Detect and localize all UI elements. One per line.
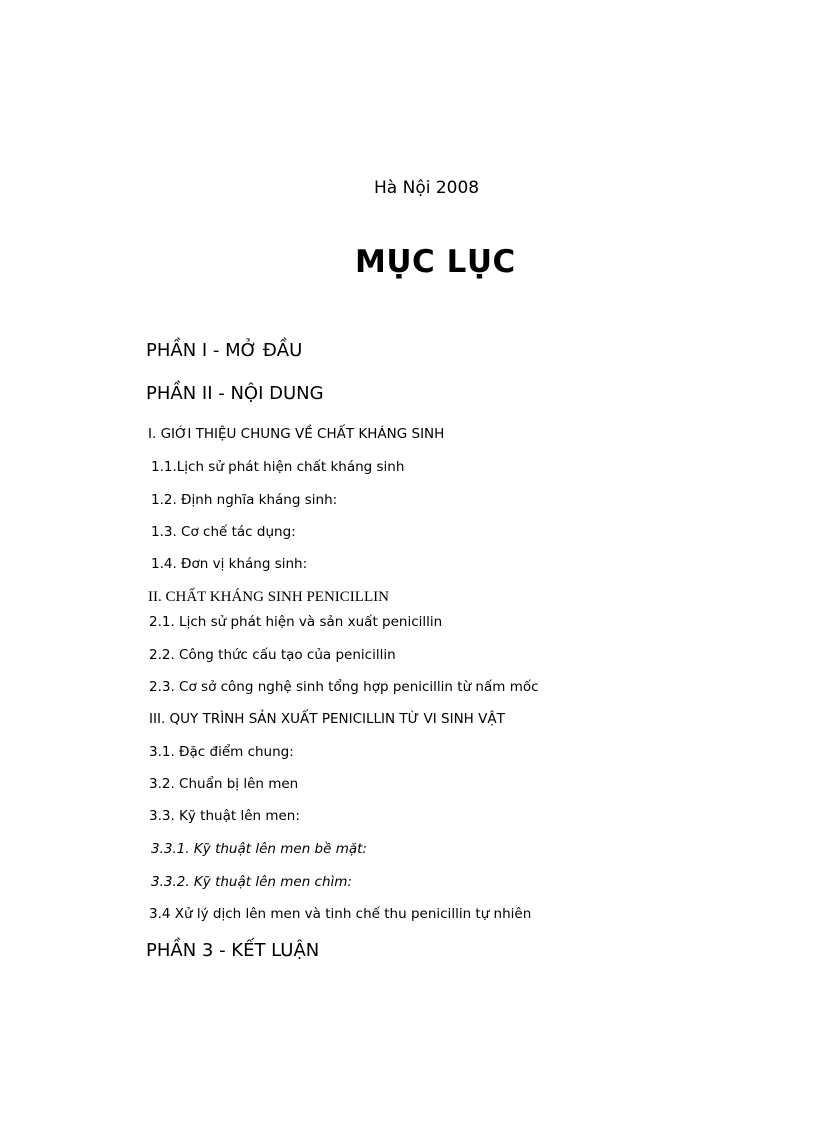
toc-item-1-3: 1.3. Cơ chế tác dụng: bbox=[151, 524, 296, 540]
document-date: Hà Nội 2008 bbox=[374, 178, 480, 198]
toc-item-3-3-2: 3.3.2. Kỹ thuật lên men chìm: bbox=[151, 874, 352, 890]
toc-item-3-3-1: 3.3.1. Kỹ thuật lên men bề mặt: bbox=[151, 841, 367, 857]
toc-item-1-1: 1.1.Lịch sử phát hiện chất kháng sinh bbox=[151, 459, 405, 475]
toc-item-3-3: 3.3. Kỹ thuật lên men: bbox=[149, 808, 300, 824]
toc-item-2-3: 2.3. Cơ sở công nghệ sinh tổng hợp penicillin từ nấm mốc bbox=[149, 679, 539, 695]
toc-item-3-4: 3.4 Xử lý dịch lên men và tinh chế thu penicillin tự nhiên bbox=[149, 906, 532, 922]
toc-part-1: PHẦN I - MỞ ĐẦU bbox=[146, 340, 303, 361]
toc-section-1: I. GIỚI THIỆU CHUNG VỀ CHẤT KHÁNG SINH bbox=[148, 426, 445, 442]
page-title: MỤC LỤC bbox=[355, 244, 516, 280]
toc-item-3-1: 3.1. Đặc điểm chung: bbox=[149, 744, 294, 760]
toc-section-2: II. CHẤT KHÁNG SINH PENICILLIN bbox=[148, 589, 389, 605]
toc-item-1-4: 1.4. Đơn vị kháng sinh: bbox=[151, 556, 308, 572]
toc-section-3: III. QUY TRÌNH SẢN XUẤT PENICILLIN TỪ VI SINH VẬT bbox=[149, 711, 505, 727]
toc-item-3-2: 3.2. Chuẩn bị lên men bbox=[149, 776, 299, 792]
toc-part-3: PHẦN 3 - KẾT LUẬN bbox=[146, 940, 320, 961]
toc-item-1-2: 1.2. Định nghĩa kháng sinh: bbox=[151, 492, 338, 508]
toc-item-2-1: 2.1. Lịch sử phát hiện và sản xuất penicillin bbox=[149, 614, 443, 630]
toc-item-2-2: 2.2. Công thức cấu tạo của penicillin bbox=[149, 647, 396, 663]
toc-part-2: PHẦN II - NỘI DUNG bbox=[146, 383, 324, 404]
